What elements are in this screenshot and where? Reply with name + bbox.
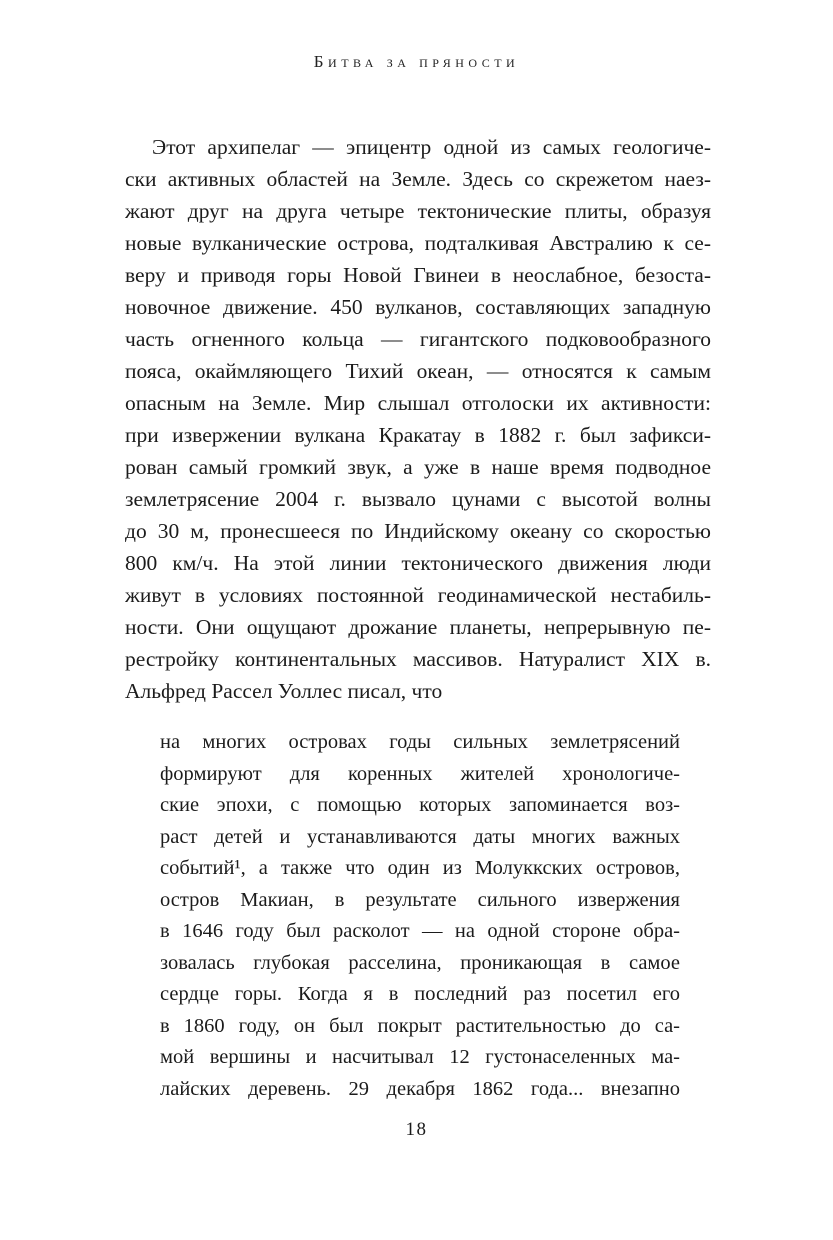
text-line: опасным на Земле. Мир слышал отголоски их активности: bbox=[125, 391, 711, 415]
text-line: часть огненного кольца — гигантского подковообразного bbox=[125, 327, 711, 351]
text-line: жают друг на друга четыре тектонические плиты, образуя bbox=[125, 199, 711, 223]
text-line: 800 км/ч. На этой линии тектонического движения люди bbox=[125, 551, 711, 575]
text-line: Этот архипелаг — эпицентр одной из самых геологиче- bbox=[152, 135, 711, 159]
quote-line: на многих островах годы сильных землетрясений bbox=[160, 731, 680, 753]
quote-line: в 1646 году был расколот — на одной стороне обра- bbox=[160, 920, 680, 942]
page-number: 18 bbox=[405, 1119, 428, 1140]
text-line: рестройку континентальных массивов. Натуралист XIX в. bbox=[125, 647, 711, 671]
quote-line: мой вершины и насчитывал 12 густонаселенных ма- bbox=[160, 1046, 680, 1068]
quote-line-with-footnote-marker: событий¹, а также что один из Молуккских островов, bbox=[160, 857, 680, 879]
text-line: живут в условиях постоянной геодинамической нестабиль- bbox=[125, 583, 711, 607]
text-line: рован самый громкий звук, а уже в наше время подводное bbox=[125, 455, 711, 479]
body-paragraph bbox=[125, 131, 711, 707]
text-line: новочное движение. 450 вулканов, составляющих западную bbox=[125, 295, 711, 319]
text-line: веру и приводя горы Новой Гвинеи в неослабное, безоста- bbox=[125, 263, 711, 287]
quote-line: формируют для коренных жителей хронологиче- bbox=[160, 762, 680, 785]
text-line: ски активных областей на Земле. Здесь со скрежетом наез- bbox=[125, 167, 711, 191]
text-line: Альфред Рассел Уоллес писал, что bbox=[125, 679, 443, 703]
text-line: новые вулканические острова, подталкивая Австралию к се- bbox=[125, 231, 711, 255]
text-line: до 30 м, пронесшееся по Индийскому океану со скоростью bbox=[125, 519, 711, 543]
quote-line: остров Макиан, в результате сильного извержения bbox=[160, 888, 680, 911]
text-line: при извержении вулкана Кракатау в 1882 г. был зафикси- bbox=[125, 423, 711, 447]
quote-line: раст детей и устанавливаются даты многих важных bbox=[160, 825, 680, 848]
text-line: пояса, окаймляющего Тихий океан, — относятся к самым bbox=[125, 359, 711, 383]
text-line: ности. Они ощущают дрожание планеты, непрерывную пе- bbox=[125, 615, 711, 639]
quote-line: лайских деревень. 29 декабря 1862 года... внезапно bbox=[160, 1077, 680, 1100]
quote-line: зовалась глубокая расселина, проникающая в самое bbox=[160, 951, 680, 974]
quote-line: в 1860 году, он был покрыт растительностью до са- bbox=[160, 1014, 680, 1037]
running-header: Битва за пряности bbox=[313, 52, 520, 71]
quote-line: ские эпохи, с помощью которых запоминается воз- bbox=[160, 794, 680, 816]
quote-line: сердце горы. Когда я в последний раз посетил его bbox=[160, 983, 680, 1005]
text-line: землетрясение 2004 г. вызвало цунами с высотой волны bbox=[125, 487, 711, 511]
block-quote bbox=[160, 727, 680, 1105]
